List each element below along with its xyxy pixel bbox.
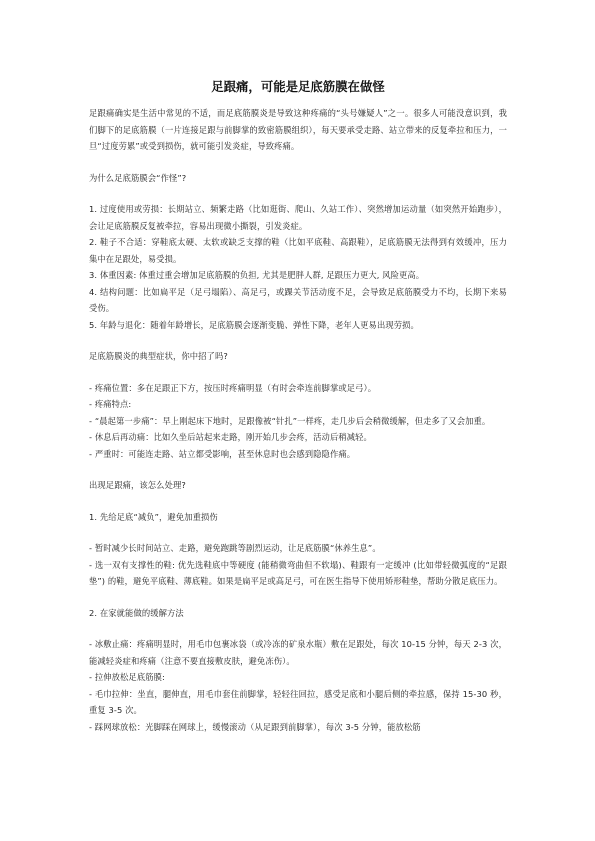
spacer [89,155,507,170]
section-heading-treatment: 出现足跟痛，该怎么处理? [89,480,186,490]
subsection-heading-2: 2. 在家就能做的缓解方法 [89,607,184,618]
symptom-item-4: - 休息后再动痛：比如久坐后站起来走路，刚开始几步会疼，活动后稍减轻。 [89,432,372,442]
section-heading-symptoms: 足底筋膜炎的典型症状，你中招了吗? [89,351,228,361]
document-title: 足跟痛，可能是足底筋膜在做怪 [211,79,385,94]
home-remedy-item-3: - 毛巾拉伸：坐直，腿伸直，用毛巾套住前脚掌，轻轻往回拉，感受足底和小腿后侧的牵拉感，保持 15-30 秒，重复 3-5 次。 [89,688,507,715]
spacer [89,494,507,509]
treatment-item-2: - 选一双有支撑性的鞋: 优先选鞋底中等硬度 (能稍微弯曲但不软塌)、鞋跟有一定缓冲 (比如带轻微弧度的“足跟垫”) 的鞋，避免平底鞋、薄底鞋。如果是扁平足或高足弓，可在医生指导下使用矫形鞋垫，帮助分散足底压力。 [89,559,507,586]
symptom-item-1: - 疼痛位置：多在足跟正下方，按压时疼痛明显（有时会牵连前脚掌或足弓）。 [89,382,377,393]
cause-item-5: 5. 年龄与退化：随着年龄增长，足底筋膜会逐渐变脆、弹性下降，老年人更易出现劳损。 [89,319,419,330]
spacer [89,462,507,477]
spacer [89,186,507,201]
spacer [89,365,507,380]
home-remedy-item-1: - 冰敷止痛：疼痛明显时，用毛巾包裹冰袋（或冷冻的矿泉水瓶）敷在足跟处，每次 10-15 分钟，每天 2-3 次，能减轻炎症和疼痛（注意不要直接敷皮肤，避免冻伤）。 [89,639,507,666]
symptom-item-2: - 疼痛特点: [89,399,132,409]
spacer [89,621,507,636]
cause-item-1: 1. 过度使用或劳损：长期站立、频繁走路（比如逛街、爬山、久站工作）、突然增加运动量（如突然开始跑步），会让足底筋膜反复被牵拉，容易出现微小撕裂，引发炎症。 [89,204,507,231]
cause-item-4: 4. 结构问题：比如扁平足（足弓塌陷）、高足弓，或踝关节活动度不足，会导致足底筋膜受力不均，长期下来易受伤。 [89,286,507,313]
spacer [89,333,507,348]
cause-item-3: 3. 体重因素: 体重过重会增加足底筋膜的负担, 尤其是肥胖人群, 足跟压力更大, 风险更高。 [89,270,425,280]
symptom-item-5: - 严重时：可能连走路、站立都受影响，甚至休息时也会感到隐隐作痛。 [89,448,356,459]
home-remedy-item-4: - 踩网球放松：光脚踩在网球上，缓慢滚动（从足跟到前脚掌），每次 3-5 分钟，能放松筋 [89,721,421,732]
cause-item-2: 2. 鞋子不合适：穿鞋底太硬、太软或缺乏支撑的鞋（比如平底鞋、高跟鞋），足底筋膜无法得到有效缓冲，压力集中在足跟处，易受损。 [89,237,507,264]
treatment-item-1: - 暂时减少长时间站立、走路，避免跑跳等剧烈运动，让足底筋膜“休养生息”。 [89,543,381,553]
spacer [89,525,507,540]
section-heading-causes: 为什么足底筋膜会“作怪”? [89,172,187,183]
intro-paragraph: 足跟痛确实是生活中常见的不适，而足底筋膜炎是导致这种疼痛的“头号嫌疑人”之一。很多人可能没意识到，我们脚下的足底筋膜（一片连接足跟与前脚掌的致密筋膜组织），每天要承受走路、站立带来的反复牵拉和压力，一旦“过度劳累”或受到损伤，就可能引发炎症，导致疼痛。 [89,108,507,151]
document-page [89,78,507,735]
home-remedy-item-2: - 拉伸放松足底筋膜: [89,672,165,682]
symptom-item-3: - “晨起第一步痛”：早上刚起床下地时，足跟像被“针扎”一样疼，走几步后会稍微缓解，但走多了又会加重。 [89,415,491,426]
subsection-heading-1: 1. 先给足底“减负”，避免加重损伤 [89,511,218,522]
spacer [89,590,507,605]
